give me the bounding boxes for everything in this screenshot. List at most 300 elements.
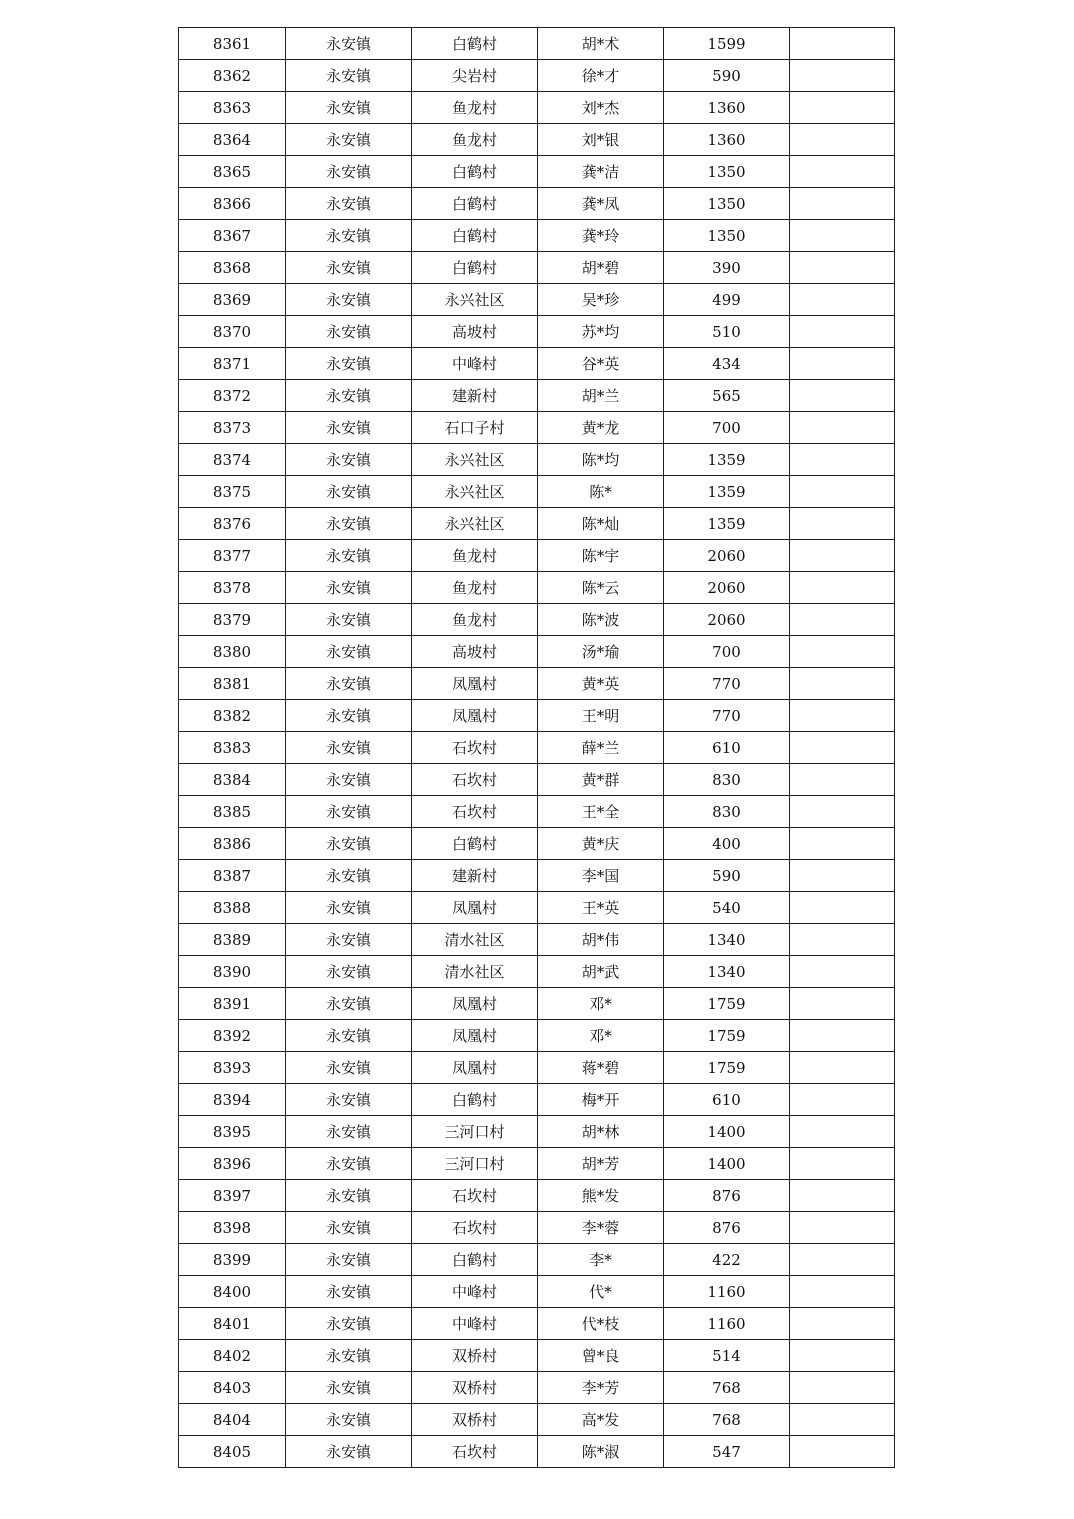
cell-amount: 1160 bbox=[664, 1308, 790, 1340]
cell-remarks bbox=[790, 860, 895, 892]
cell-name: 黄*庆 bbox=[538, 828, 664, 860]
cell-serial-number: 8365 bbox=[179, 156, 286, 188]
cell-town: 永安镇 bbox=[286, 124, 412, 156]
cell-remarks bbox=[790, 1180, 895, 1212]
cell-village: 中峰村 bbox=[412, 1308, 538, 1340]
cell-remarks bbox=[790, 572, 895, 604]
cell-amount: 1599 bbox=[664, 28, 790, 60]
cell-name: 陈*云 bbox=[538, 572, 664, 604]
cell-amount: 1359 bbox=[664, 508, 790, 540]
cell-remarks bbox=[790, 220, 895, 252]
cell-name: 胡*碧 bbox=[538, 252, 664, 284]
cell-town: 永安镇 bbox=[286, 956, 412, 988]
cell-town: 永安镇 bbox=[286, 252, 412, 284]
table-row bbox=[179, 508, 895, 540]
cell-amount: 1400 bbox=[664, 1148, 790, 1180]
cell-serial-number: 8379 bbox=[179, 604, 286, 636]
cell-village: 清水社区 bbox=[412, 924, 538, 956]
cell-amount: 1360 bbox=[664, 92, 790, 124]
cell-town: 永安镇 bbox=[286, 892, 412, 924]
cell-serial-number: 8386 bbox=[179, 828, 286, 860]
cell-remarks bbox=[790, 1436, 895, 1468]
cell-remarks bbox=[790, 60, 895, 92]
table-row bbox=[179, 1212, 895, 1244]
cell-town: 永安镇 bbox=[286, 1244, 412, 1276]
cell-remarks bbox=[790, 188, 895, 220]
cell-name: 陈*均 bbox=[538, 444, 664, 476]
cell-name: 李*国 bbox=[538, 860, 664, 892]
cell-name: 龚*洁 bbox=[538, 156, 664, 188]
cell-amount: 1359 bbox=[664, 444, 790, 476]
cell-name: 刘*银 bbox=[538, 124, 664, 156]
cell-serial-number: 8389 bbox=[179, 924, 286, 956]
cell-town: 永安镇 bbox=[286, 316, 412, 348]
cell-amount: 510 bbox=[664, 316, 790, 348]
cell-amount: 876 bbox=[664, 1212, 790, 1244]
table-row bbox=[179, 540, 895, 572]
cell-town: 永安镇 bbox=[286, 764, 412, 796]
cell-name: 蒋*碧 bbox=[538, 1052, 664, 1084]
cell-remarks bbox=[790, 1404, 895, 1436]
cell-town: 永安镇 bbox=[286, 1180, 412, 1212]
cell-remarks bbox=[790, 1084, 895, 1116]
table-row bbox=[179, 604, 895, 636]
cell-amount: 590 bbox=[664, 860, 790, 892]
cell-serial-number: 8362 bbox=[179, 60, 286, 92]
cell-remarks bbox=[790, 1308, 895, 1340]
cell-name: 邓* bbox=[538, 1020, 664, 1052]
cell-village: 石坎村 bbox=[412, 1212, 538, 1244]
cell-serial-number: 8382 bbox=[179, 700, 286, 732]
cell-village: 凤凰村 bbox=[412, 668, 538, 700]
table-row bbox=[179, 1148, 895, 1180]
cell-serial-number: 8372 bbox=[179, 380, 286, 412]
cell-serial-number: 8361 bbox=[179, 28, 286, 60]
table-row bbox=[179, 1116, 895, 1148]
cell-town: 永安镇 bbox=[286, 412, 412, 444]
table-row bbox=[179, 1340, 895, 1372]
cell-village: 石坎村 bbox=[412, 1180, 538, 1212]
cell-amount: 565 bbox=[664, 380, 790, 412]
table-row bbox=[179, 924, 895, 956]
cell-name: 黄*群 bbox=[538, 764, 664, 796]
cell-town: 永安镇 bbox=[286, 1148, 412, 1180]
cell-name: 李*蓉 bbox=[538, 1212, 664, 1244]
cell-town: 永安镇 bbox=[286, 284, 412, 316]
cell-amount: 2060 bbox=[664, 604, 790, 636]
cell-name: 高*发 bbox=[538, 1404, 664, 1436]
table-row bbox=[179, 668, 895, 700]
cell-serial-number: 8405 bbox=[179, 1436, 286, 1468]
cell-name: 胡*伟 bbox=[538, 924, 664, 956]
cell-amount: 1759 bbox=[664, 988, 790, 1020]
cell-remarks bbox=[790, 1148, 895, 1180]
cell-name: 谷*英 bbox=[538, 348, 664, 380]
cell-amount: 1400 bbox=[664, 1116, 790, 1148]
cell-remarks bbox=[790, 28, 895, 60]
cell-town: 永安镇 bbox=[286, 1436, 412, 1468]
cell-remarks bbox=[790, 1372, 895, 1404]
cell-amount: 1759 bbox=[664, 1052, 790, 1084]
cell-amount: 876 bbox=[664, 1180, 790, 1212]
cell-remarks bbox=[790, 796, 895, 828]
cell-amount: 1350 bbox=[664, 156, 790, 188]
cell-name: 薛*兰 bbox=[538, 732, 664, 764]
cell-amount: 514 bbox=[664, 1340, 790, 1372]
cell-remarks bbox=[790, 1052, 895, 1084]
cell-amount: 2060 bbox=[664, 572, 790, 604]
roster-table-body bbox=[179, 28, 895, 1468]
cell-amount: 390 bbox=[664, 252, 790, 284]
cell-village: 白鹤村 bbox=[412, 188, 538, 220]
cell-serial-number: 8384 bbox=[179, 764, 286, 796]
cell-serial-number: 8403 bbox=[179, 1372, 286, 1404]
cell-remarks bbox=[790, 348, 895, 380]
table-row bbox=[179, 956, 895, 988]
cell-village: 鱼龙村 bbox=[412, 540, 538, 572]
cell-remarks bbox=[790, 1116, 895, 1148]
cell-village: 凤凰村 bbox=[412, 700, 538, 732]
cell-remarks bbox=[790, 636, 895, 668]
cell-remarks bbox=[790, 764, 895, 796]
cell-village: 石坎村 bbox=[412, 796, 538, 828]
table-row bbox=[179, 828, 895, 860]
table-row bbox=[179, 1436, 895, 1468]
cell-serial-number: 8380 bbox=[179, 636, 286, 668]
cell-remarks bbox=[790, 732, 895, 764]
cell-town: 永安镇 bbox=[286, 476, 412, 508]
table-row bbox=[179, 28, 895, 60]
cell-amount: 770 bbox=[664, 700, 790, 732]
cell-serial-number: 8387 bbox=[179, 860, 286, 892]
cell-town: 永安镇 bbox=[286, 28, 412, 60]
cell-village: 建新村 bbox=[412, 380, 538, 412]
table-row bbox=[179, 892, 895, 924]
cell-amount: 770 bbox=[664, 668, 790, 700]
cell-amount: 590 bbox=[664, 60, 790, 92]
table-row bbox=[179, 1404, 895, 1436]
cell-amount: 768 bbox=[664, 1404, 790, 1436]
cell-serial-number: 8395 bbox=[179, 1116, 286, 1148]
cell-serial-number: 8388 bbox=[179, 892, 286, 924]
cell-village: 白鹤村 bbox=[412, 252, 538, 284]
cell-village: 双桥村 bbox=[412, 1372, 538, 1404]
cell-village: 石口子村 bbox=[412, 412, 538, 444]
cell-serial-number: 8369 bbox=[179, 284, 286, 316]
cell-town: 永安镇 bbox=[286, 572, 412, 604]
cell-village: 鱼龙村 bbox=[412, 572, 538, 604]
cell-remarks bbox=[790, 92, 895, 124]
cell-town: 永安镇 bbox=[286, 380, 412, 412]
cell-village: 永兴社区 bbox=[412, 444, 538, 476]
cell-remarks bbox=[790, 988, 895, 1020]
cell-name: 吴*珍 bbox=[538, 284, 664, 316]
cell-name: 龚*凤 bbox=[538, 188, 664, 220]
cell-serial-number: 8381 bbox=[179, 668, 286, 700]
cell-amount: 1759 bbox=[664, 1020, 790, 1052]
cell-serial-number: 8399 bbox=[179, 1244, 286, 1276]
cell-village: 高坡村 bbox=[412, 316, 538, 348]
cell-village: 石坎村 bbox=[412, 764, 538, 796]
cell-village: 清水社区 bbox=[412, 956, 538, 988]
table-row bbox=[179, 1372, 895, 1404]
table-row bbox=[179, 412, 895, 444]
cell-village: 白鹤村 bbox=[412, 28, 538, 60]
cell-remarks bbox=[790, 444, 895, 476]
cell-town: 永安镇 bbox=[286, 1372, 412, 1404]
cell-town: 永安镇 bbox=[286, 220, 412, 252]
cell-remarks bbox=[790, 1276, 895, 1308]
cell-serial-number: 8396 bbox=[179, 1148, 286, 1180]
cell-town: 永安镇 bbox=[286, 1276, 412, 1308]
cell-village: 永兴社区 bbox=[412, 508, 538, 540]
cell-name: 胡*术 bbox=[538, 28, 664, 60]
cell-remarks bbox=[790, 1244, 895, 1276]
cell-remarks bbox=[790, 924, 895, 956]
cell-name: 王*英 bbox=[538, 892, 664, 924]
table-row bbox=[179, 476, 895, 508]
cell-town: 永安镇 bbox=[286, 60, 412, 92]
cell-name: 胡*武 bbox=[538, 956, 664, 988]
cell-serial-number: 8400 bbox=[179, 1276, 286, 1308]
cell-remarks bbox=[790, 252, 895, 284]
cell-town: 永安镇 bbox=[286, 924, 412, 956]
cell-serial-number: 8375 bbox=[179, 476, 286, 508]
cell-village: 石坎村 bbox=[412, 732, 538, 764]
cell-amount: 1160 bbox=[664, 1276, 790, 1308]
table-row bbox=[179, 1180, 895, 1212]
cell-amount: 830 bbox=[664, 764, 790, 796]
cell-town: 永安镇 bbox=[286, 860, 412, 892]
cell-village: 白鹤村 bbox=[412, 220, 538, 252]
cell-town: 永安镇 bbox=[286, 1052, 412, 1084]
cell-town: 永安镇 bbox=[286, 444, 412, 476]
table-row bbox=[179, 252, 895, 284]
cell-remarks bbox=[790, 700, 895, 732]
cell-town: 永安镇 bbox=[286, 540, 412, 572]
cell-remarks bbox=[790, 1212, 895, 1244]
cell-name: 陈*宇 bbox=[538, 540, 664, 572]
cell-amount: 1350 bbox=[664, 188, 790, 220]
cell-serial-number: 8390 bbox=[179, 956, 286, 988]
cell-amount: 434 bbox=[664, 348, 790, 380]
table-row bbox=[179, 156, 895, 188]
cell-town: 永安镇 bbox=[286, 1212, 412, 1244]
cell-town: 永安镇 bbox=[286, 1084, 412, 1116]
table-row bbox=[179, 1020, 895, 1052]
cell-name: 陈*淑 bbox=[538, 1436, 664, 1468]
cell-amount: 499 bbox=[664, 284, 790, 316]
cell-remarks bbox=[790, 124, 895, 156]
cell-serial-number: 8373 bbox=[179, 412, 286, 444]
cell-village: 三河口村 bbox=[412, 1116, 538, 1148]
cell-remarks bbox=[790, 412, 895, 444]
cell-name: 代*枝 bbox=[538, 1308, 664, 1340]
cell-name: 陈*波 bbox=[538, 604, 664, 636]
cell-amount: 1360 bbox=[664, 124, 790, 156]
cell-town: 永安镇 bbox=[286, 348, 412, 380]
cell-name: 李* bbox=[538, 1244, 664, 1276]
table-row bbox=[179, 316, 895, 348]
table-row bbox=[179, 636, 895, 668]
cell-name: 胡*林 bbox=[538, 1116, 664, 1148]
table-row bbox=[179, 124, 895, 156]
cell-serial-number: 8371 bbox=[179, 348, 286, 380]
cell-village: 凤凰村 bbox=[412, 988, 538, 1020]
cell-name: 胡*芳 bbox=[538, 1148, 664, 1180]
cell-village: 鱼龙村 bbox=[412, 124, 538, 156]
cell-remarks bbox=[790, 284, 895, 316]
cell-amount: 547 bbox=[664, 1436, 790, 1468]
table-row bbox=[179, 1276, 895, 1308]
cell-name: 汤*瑜 bbox=[538, 636, 664, 668]
cell-name: 邓* bbox=[538, 988, 664, 1020]
cell-serial-number: 8402 bbox=[179, 1340, 286, 1372]
cell-serial-number: 8398 bbox=[179, 1212, 286, 1244]
table-row bbox=[179, 1052, 895, 1084]
cell-village: 白鹤村 bbox=[412, 1244, 538, 1276]
cell-village: 鱼龙村 bbox=[412, 604, 538, 636]
cell-village: 双桥村 bbox=[412, 1340, 538, 1372]
cell-town: 永安镇 bbox=[286, 988, 412, 1020]
cell-name: 刘*杰 bbox=[538, 92, 664, 124]
cell-remarks bbox=[790, 668, 895, 700]
cell-town: 永安镇 bbox=[286, 668, 412, 700]
cell-serial-number: 8377 bbox=[179, 540, 286, 572]
table-row bbox=[179, 860, 895, 892]
cell-village: 建新村 bbox=[412, 860, 538, 892]
cell-village: 鱼龙村 bbox=[412, 92, 538, 124]
cell-amount: 768 bbox=[664, 1372, 790, 1404]
cell-serial-number: 8391 bbox=[179, 988, 286, 1020]
cell-remarks bbox=[790, 1340, 895, 1372]
cell-name: 熊*发 bbox=[538, 1180, 664, 1212]
cell-village: 高坡村 bbox=[412, 636, 538, 668]
cell-village: 白鹤村 bbox=[412, 156, 538, 188]
cell-serial-number: 8383 bbox=[179, 732, 286, 764]
cell-serial-number: 8368 bbox=[179, 252, 286, 284]
cell-town: 永安镇 bbox=[286, 828, 412, 860]
table-row bbox=[179, 444, 895, 476]
cell-village: 尖岩村 bbox=[412, 60, 538, 92]
cell-name: 陈*灿 bbox=[538, 508, 664, 540]
table-row bbox=[179, 92, 895, 124]
table-row bbox=[179, 796, 895, 828]
table-row bbox=[179, 1308, 895, 1340]
cell-town: 永安镇 bbox=[286, 1340, 412, 1372]
cell-serial-number: 8401 bbox=[179, 1308, 286, 1340]
cell-town: 永安镇 bbox=[286, 700, 412, 732]
cell-remarks bbox=[790, 380, 895, 412]
table-row bbox=[179, 188, 895, 220]
table-row bbox=[179, 764, 895, 796]
table-row bbox=[179, 1244, 895, 1276]
cell-amount: 700 bbox=[664, 412, 790, 444]
cell-name: 李*芳 bbox=[538, 1372, 664, 1404]
cell-serial-number: 8363 bbox=[179, 92, 286, 124]
table-row bbox=[179, 700, 895, 732]
cell-amount: 1350 bbox=[664, 220, 790, 252]
cell-amount: 610 bbox=[664, 1084, 790, 1116]
cell-amount: 400 bbox=[664, 828, 790, 860]
roster-table-wrapper bbox=[178, 27, 895, 1468]
cell-village: 凤凰村 bbox=[412, 1052, 538, 1084]
cell-town: 永安镇 bbox=[286, 796, 412, 828]
table-row bbox=[179, 60, 895, 92]
cell-amount: 422 bbox=[664, 1244, 790, 1276]
cell-town: 永安镇 bbox=[286, 1308, 412, 1340]
cell-village: 永兴社区 bbox=[412, 284, 538, 316]
table-row bbox=[179, 988, 895, 1020]
cell-serial-number: 8366 bbox=[179, 188, 286, 220]
cell-remarks bbox=[790, 828, 895, 860]
cell-serial-number: 8397 bbox=[179, 1180, 286, 1212]
cell-remarks bbox=[790, 956, 895, 988]
cell-town: 永安镇 bbox=[286, 604, 412, 636]
cell-amount: 700 bbox=[664, 636, 790, 668]
cell-village: 永兴社区 bbox=[412, 476, 538, 508]
cell-village: 三河口村 bbox=[412, 1148, 538, 1180]
cell-village: 白鹤村 bbox=[412, 1084, 538, 1116]
cell-town: 永安镇 bbox=[286, 1404, 412, 1436]
cell-serial-number: 8376 bbox=[179, 508, 286, 540]
cell-town: 永安镇 bbox=[286, 92, 412, 124]
cell-serial-number: 8394 bbox=[179, 1084, 286, 1116]
cell-village: 中峰村 bbox=[412, 348, 538, 380]
cell-amount: 1340 bbox=[664, 956, 790, 988]
cell-name: 王*全 bbox=[538, 796, 664, 828]
cell-town: 永安镇 bbox=[286, 508, 412, 540]
table-row bbox=[179, 348, 895, 380]
cell-serial-number: 8378 bbox=[179, 572, 286, 604]
cell-amount: 540 bbox=[664, 892, 790, 924]
cell-remarks bbox=[790, 316, 895, 348]
cell-town: 永安镇 bbox=[286, 1116, 412, 1148]
cell-amount: 830 bbox=[664, 796, 790, 828]
cell-amount: 2060 bbox=[664, 540, 790, 572]
cell-name: 梅*开 bbox=[538, 1084, 664, 1116]
cell-serial-number: 8404 bbox=[179, 1404, 286, 1436]
table-row bbox=[179, 380, 895, 412]
cell-serial-number: 8392 bbox=[179, 1020, 286, 1052]
cell-name: 陈* bbox=[538, 476, 664, 508]
table-row bbox=[179, 220, 895, 252]
cell-remarks bbox=[790, 508, 895, 540]
cell-remarks bbox=[790, 892, 895, 924]
cell-remarks bbox=[790, 156, 895, 188]
cell-remarks bbox=[790, 540, 895, 572]
cell-name: 黄*龙 bbox=[538, 412, 664, 444]
cell-town: 永安镇 bbox=[286, 188, 412, 220]
cell-serial-number: 8393 bbox=[179, 1052, 286, 1084]
cell-name: 徐*才 bbox=[538, 60, 664, 92]
table-row bbox=[179, 572, 895, 604]
cell-serial-number: 8364 bbox=[179, 124, 286, 156]
cell-serial-number: 8370 bbox=[179, 316, 286, 348]
cell-amount: 1359 bbox=[664, 476, 790, 508]
cell-serial-number: 8374 bbox=[179, 444, 286, 476]
table-row bbox=[179, 284, 895, 316]
cell-remarks bbox=[790, 604, 895, 636]
cell-name: 代* bbox=[538, 1276, 664, 1308]
cell-amount: 1340 bbox=[664, 924, 790, 956]
cell-town: 永安镇 bbox=[286, 636, 412, 668]
cell-name: 王*明 bbox=[538, 700, 664, 732]
cell-name: 曾*良 bbox=[538, 1340, 664, 1372]
cell-name: 胡*兰 bbox=[538, 380, 664, 412]
roster-table bbox=[178, 27, 895, 1468]
cell-village: 中峰村 bbox=[412, 1276, 538, 1308]
